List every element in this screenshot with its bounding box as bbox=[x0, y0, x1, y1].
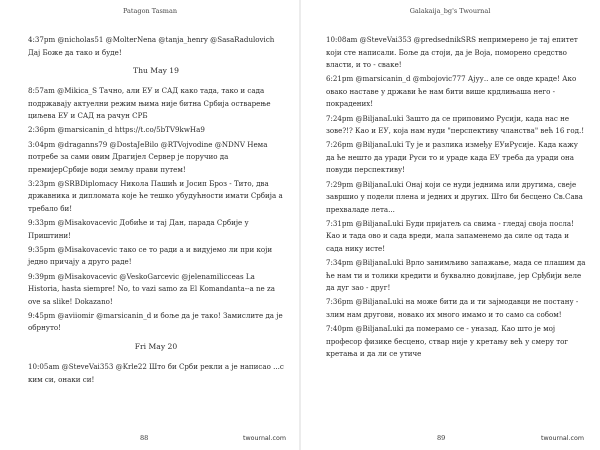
tweet-entry: 10:08am @SteveVai353 @predsednikSRS непримерено је тај епитет који сте написали. Боље да стоји, да је Воја, поморено средство власти, и то - сваке! bbox=[326, 35, 578, 70]
tweet-entry: 4:37pm @nicholas51 @MolterNena @tanja_henry @SasaRadulovich Дај Боже да тако и буде! bbox=[28, 35, 275, 57]
left-site-footer: twournal.com bbox=[243, 435, 286, 442]
tweet-entry: 7:26pm @BiljanaLuki Ту је и разлика између ЕУиРусије. Када кажу да ће нешто да уради Руси то и урадe када ЕУ треба да уради она повуди перспективу! bbox=[326, 140, 578, 175]
right-site-footer: twournal.com bbox=[541, 435, 584, 442]
tweet-entry: 3:04pm @draganns79 @DostaJeBilo @RTVojvodine @NDNV Нема потребе за сами овим Драгиjeл Сервер је поручио да премијерСрбије води земљу прави путем! bbox=[28, 139, 268, 174]
right-page bbox=[300, 0, 600, 450]
left-page-content bbox=[28, 34, 284, 388]
tweet-entry: 7:24pm @BiljanaLuki Зашто да се приповимо Русији, када нас не зове?!? Као и ЕУ, која нам нуди "перспективу чланства" већ 16 год.! bbox=[326, 113, 585, 136]
tweet-entry: 8:57am @Mikica_S Тачно, али ЕУ и САД како тада, тако и сада подржавају актуелни режим њима није битна Србија остварење циљева ЕУ и САД на рачун СРБ bbox=[28, 86, 271, 121]
tweet-entry: 7:34pm @BiljanaLuki Врло занимљиво запажање, мада се плашим да ће нам ти и толики кредити и буквално довијлаве, јер Срђбији веле да дуг зао - друг! bbox=[326, 258, 586, 293]
tweet-entry: 9:45pm @aviiomir @marsicanin_d и боље да је тако! Замислите да је обрнуто! bbox=[28, 310, 283, 333]
left-page-number: 88 bbox=[140, 434, 149, 442]
tweet-entry: 3:23pm @SRBDiplomacy Никола Пашић и Јосип Броз - Тито, два државника и дипломата које ће тешко убудућности имати Србија а требало би! bbox=[28, 178, 283, 214]
date-heading: Fri May 20 bbox=[134, 341, 178, 351]
right-page-content bbox=[326, 34, 586, 362]
tweet-entry: 7:40pm @BiljanaLuki да померамо се - уназад. Као што је мој професор физике бесцено, ствар није у кретању већ у смеру тог кретања и да ли се утиче bbox=[326, 324, 569, 359]
tweet-entry: 7:36pm @BiljanaLuki на може бити да и ти зајмодавци не постану - злим нам другови, новако их много имамо и то само са собом! bbox=[326, 297, 579, 319]
right-page-number: 89 bbox=[437, 434, 446, 442]
tweet-entry: 7:29pm @BiljanaLuki Онај који се нуди једнима или другима, свеje завршио у подели плена и једних и других. Што би бесцено Св.Сава прехваладе лета... bbox=[326, 179, 583, 214]
tweet-entry: 7:31pm @BiljanaLuki Буди пријатељ са свима - гледај своја посла! Као и тада ово и сада вреди, мала запаменемо да силе од тада и сада нику исте! bbox=[326, 218, 574, 253]
right-running-head: Galakaija_bg's Twournal bbox=[409, 7, 491, 15]
tweet-entry: 6:21pm @marsicanin_d @mbojovic777 Ајуу.. але се овде краде! Ако овако наставе у држави ће нам бити више крдлињаша него - покрадених! bbox=[326, 74, 577, 109]
tweet-entry: 9:35pm @Misakovacevic тако се то ради а и видујемо ли при који једно причају а друго раде! bbox=[28, 244, 273, 267]
left-running-head: Patagon Tasman bbox=[122, 7, 178, 15]
tweet-entry: 2:36pm @marsicanin_d https://t.co/5bTV9kwHa9 bbox=[28, 125, 205, 135]
tweet-entry: 10:05am @SteveVai353 @Krle22 Што би Срби рекли а је написао ...с ким си, онаки си! bbox=[28, 361, 284, 384]
tweet-entry: 9:39pm @Misakovacevic @VeskoGarcevic @jelenamilicceas La Historia, hasta siempre! No, to vazi samo za El Komandanta--a ne za ove sa slike! Dokazano! bbox=[28, 271, 275, 306]
tweet-entry: 9:33pm @Misakovacevic Добиће и тај Дан, парада Србије у Приштини! bbox=[28, 218, 249, 240]
date-heading: Thu May 19 bbox=[133, 66, 179, 76]
